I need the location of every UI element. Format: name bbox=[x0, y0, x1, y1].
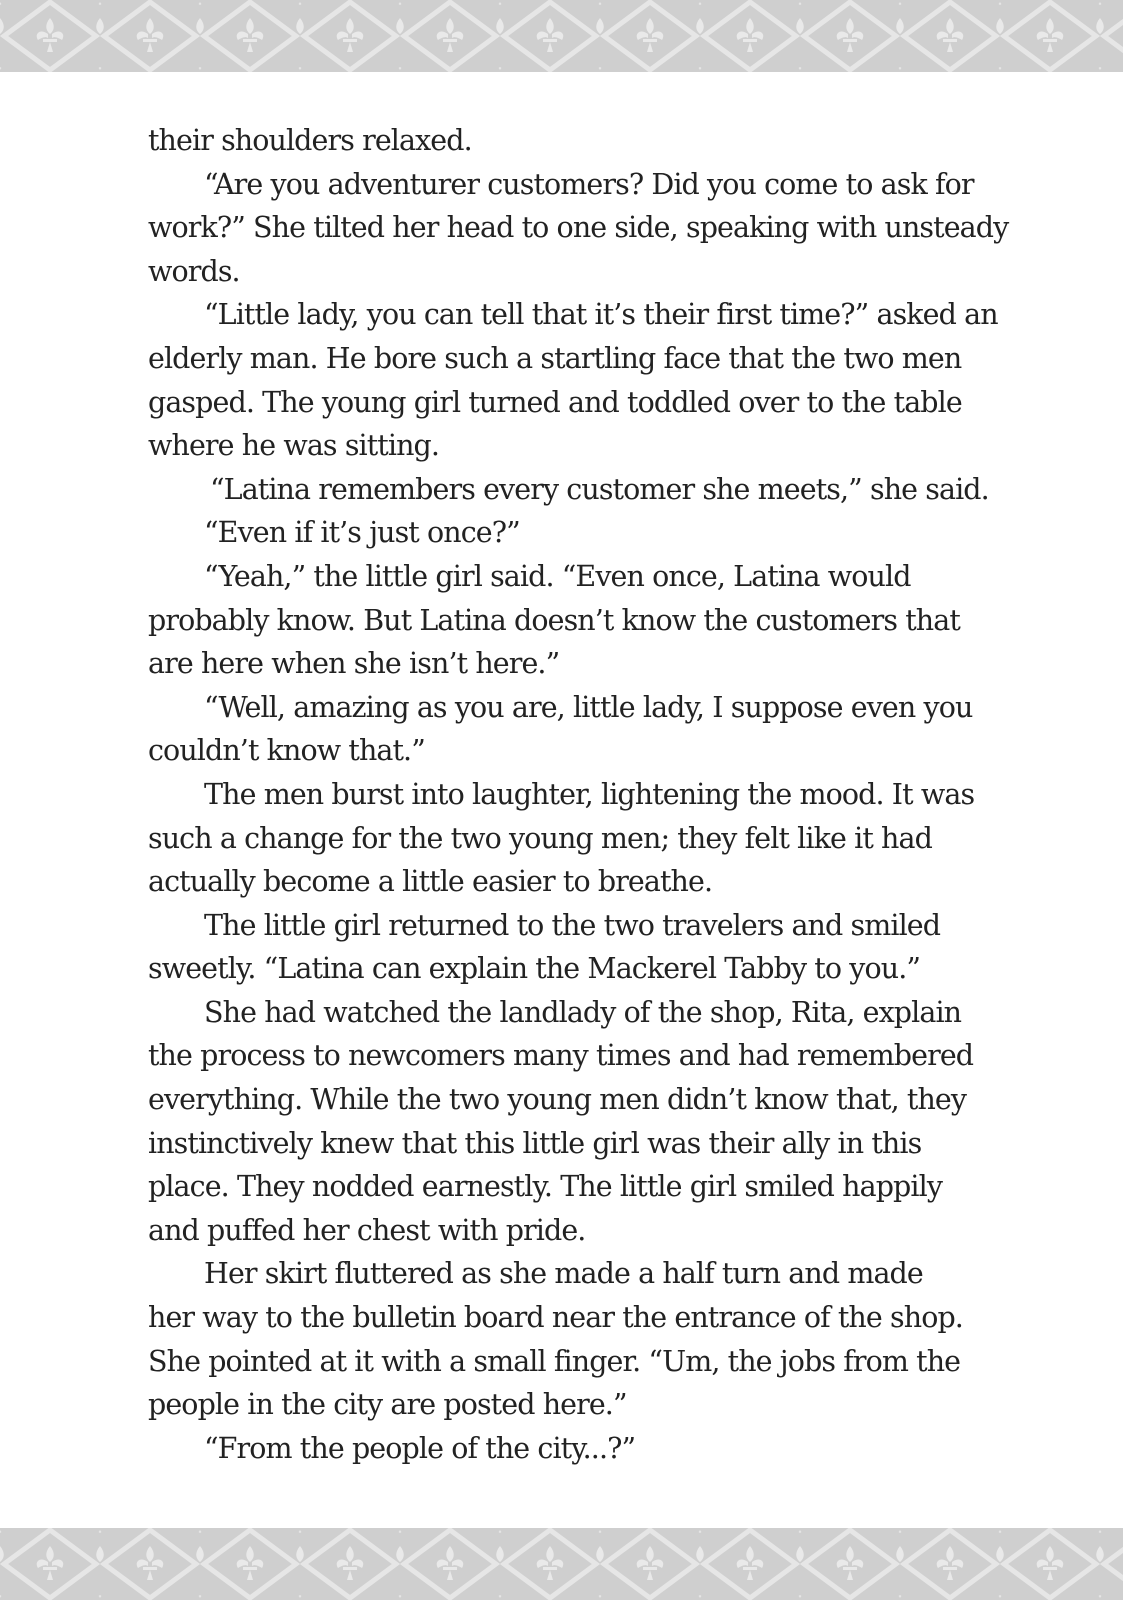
text-line: She had watched the landlady of the shop, Rita, explain bbox=[204, 995, 962, 1029]
text-line: work?” She tilted her head to one side, speaking with unsteady bbox=[148, 211, 1009, 245]
text-line: place. They nodded earnestly. The little girl smiled happily bbox=[148, 1170, 943, 1204]
text-line: “From the people of the city...?” bbox=[204, 1431, 636, 1465]
text-line: “Well, amazing as you are, little lady, I suppose even you bbox=[204, 690, 973, 724]
top-pattern-band bbox=[0, 0, 1123, 72]
text-line: instinctively knew that this little girl was their ally in this bbox=[148, 1126, 922, 1160]
text-line: and puffed her chest with pride. bbox=[148, 1213, 586, 1247]
text-line: couldn’t know that.” bbox=[148, 734, 425, 768]
text-line: She pointed at it with a small finger. “Um, the jobs from the bbox=[148, 1344, 961, 1378]
text-line: The men burst into laughter, lightening the mood. It was bbox=[204, 777, 975, 811]
text-line: where he was sitting. bbox=[148, 429, 440, 463]
text-line: their shoulders relaxed. bbox=[148, 124, 472, 157]
fleur-de-lis-icon bbox=[0, 1528, 1123, 1600]
text-line: words. bbox=[148, 254, 240, 288]
text-line: sweetly. “Latina can explain the Mackerel Tabby to you.” bbox=[148, 952, 921, 986]
bottom-pattern-band bbox=[0, 1528, 1123, 1600]
text-line: “Are you adventurer customers? Did you come to ask for bbox=[204, 167, 974, 201]
text-line: such a change for the two young men; they felt like it had bbox=[148, 821, 932, 855]
text-line: The little girl returned to the two travelers and smiled bbox=[204, 908, 941, 942]
text-line: Her skirt fluttered as she made a half turn and made bbox=[204, 1257, 923, 1291]
text-line: actually become a little easier to breathe. bbox=[148, 865, 713, 899]
text-line: are here when she isn’t here.” bbox=[148, 647, 560, 681]
text-line: “Even if it’s just once?” bbox=[204, 516, 520, 550]
text-line: gasped. The young girl turned and toddled over to the table bbox=[148, 385, 962, 419]
fleur-de-lis-icon bbox=[0, 0, 1123, 72]
page-text bbox=[148, 119, 1028, 1470]
text-line: “Yeah,” the little girl said. “Even once, Latina would bbox=[204, 559, 911, 593]
text-line: probably know. But Latina doesn’t know the customers that bbox=[148, 603, 960, 637]
text-line: elderly man. He bore such a startling face that the two men bbox=[148, 341, 962, 375]
text-line: her way to the bulletin board near the entrance of the shop. bbox=[148, 1301, 963, 1335]
text-line: “Latina remembers every customer she meets,” she said. bbox=[210, 472, 989, 506]
text-line: “Little lady, you can tell that it’s their first time?” asked an bbox=[204, 298, 998, 332]
text-line: everything. While the two young men didn’t know that, they bbox=[148, 1083, 967, 1117]
text-line: people in the city are posted here.” bbox=[148, 1388, 627, 1422]
text-line: the process to newcomers many times and had remembered bbox=[148, 1039, 974, 1073]
